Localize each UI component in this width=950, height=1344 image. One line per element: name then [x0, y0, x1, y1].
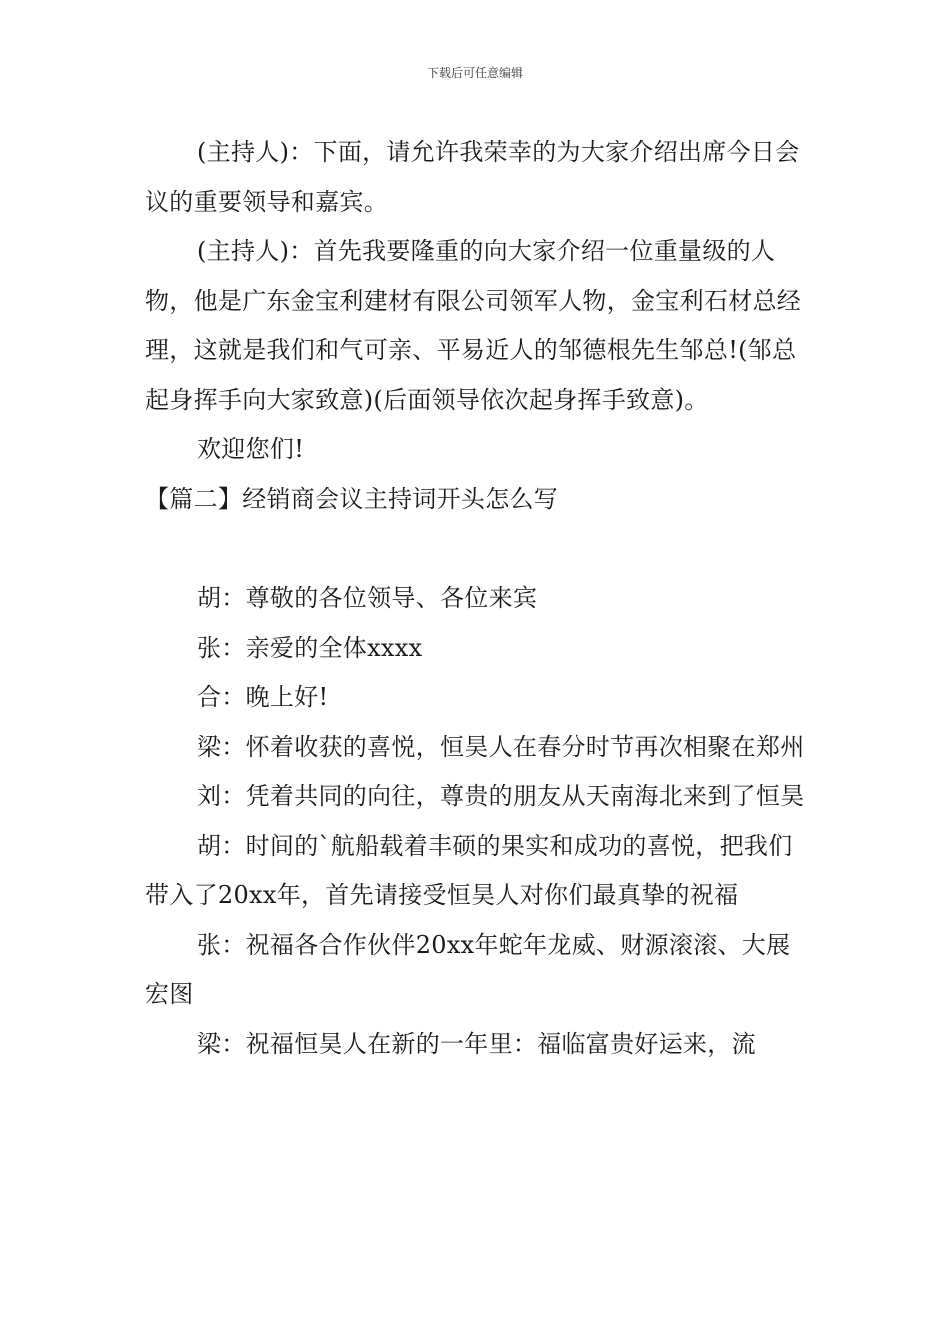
section-spacer — [145, 524, 810, 574]
dialogue-line: 张：祝福各合作伙伴20xx年蛇年龙威、财源滚滚、大展宏图 — [145, 930, 791, 1008]
dialogue-line: 胡：时间的`航船载着丰硕的果实和成功的喜悦，把我们带入了20xx年，首先请接受恒昊人对你们最真挚的祝福 — [145, 831, 793, 909]
dialogue-line: 张：亲爱的全体xxxx — [197, 633, 423, 662]
document-body — [145, 128, 810, 1069]
dialogue-line: 刘：凭着共同的向往，尊贵的朋友从天南海北来到了恒昊 — [197, 782, 805, 810]
host-paragraph-guest: (主持人)：首先我要隆重的向大家介绍一位重量级的人物，他是广东金宝利建材有限公司领军人物，金宝利石材总经理，这就是我们和气可亲、平易近人的邹德根先生邹总!(邹总起身挥手向大家致意)(后面领导依次起身挥手致意)。 — [145, 237, 802, 414]
section-title: 【篇二】经销商会议主持词开头怎么写 — [145, 484, 559, 513]
page-header: 下载后可任意编辑 — [426, 66, 523, 80]
dialogue-line: 合：晚上好! — [197, 683, 329, 711]
dialogue-line: 梁：怀着收获的喜悦，恒昊人在春分时节再次相聚在郑州 — [197, 732, 805, 761]
dialogue-line: 胡：尊敬的各位领导、各位来宾 — [197, 584, 538, 612]
dialogue-line: 梁：祝福恒昊人在新的一年里：福临富贵好运来，流 — [197, 1029, 756, 1058]
welcome-line: 欢迎您们! — [197, 435, 305, 463]
host-paragraph-intro: (主持人)：下面，请允许我荣幸的为大家介绍出席今日会议的重要领导和嘉宾。 — [145, 138, 800, 216]
